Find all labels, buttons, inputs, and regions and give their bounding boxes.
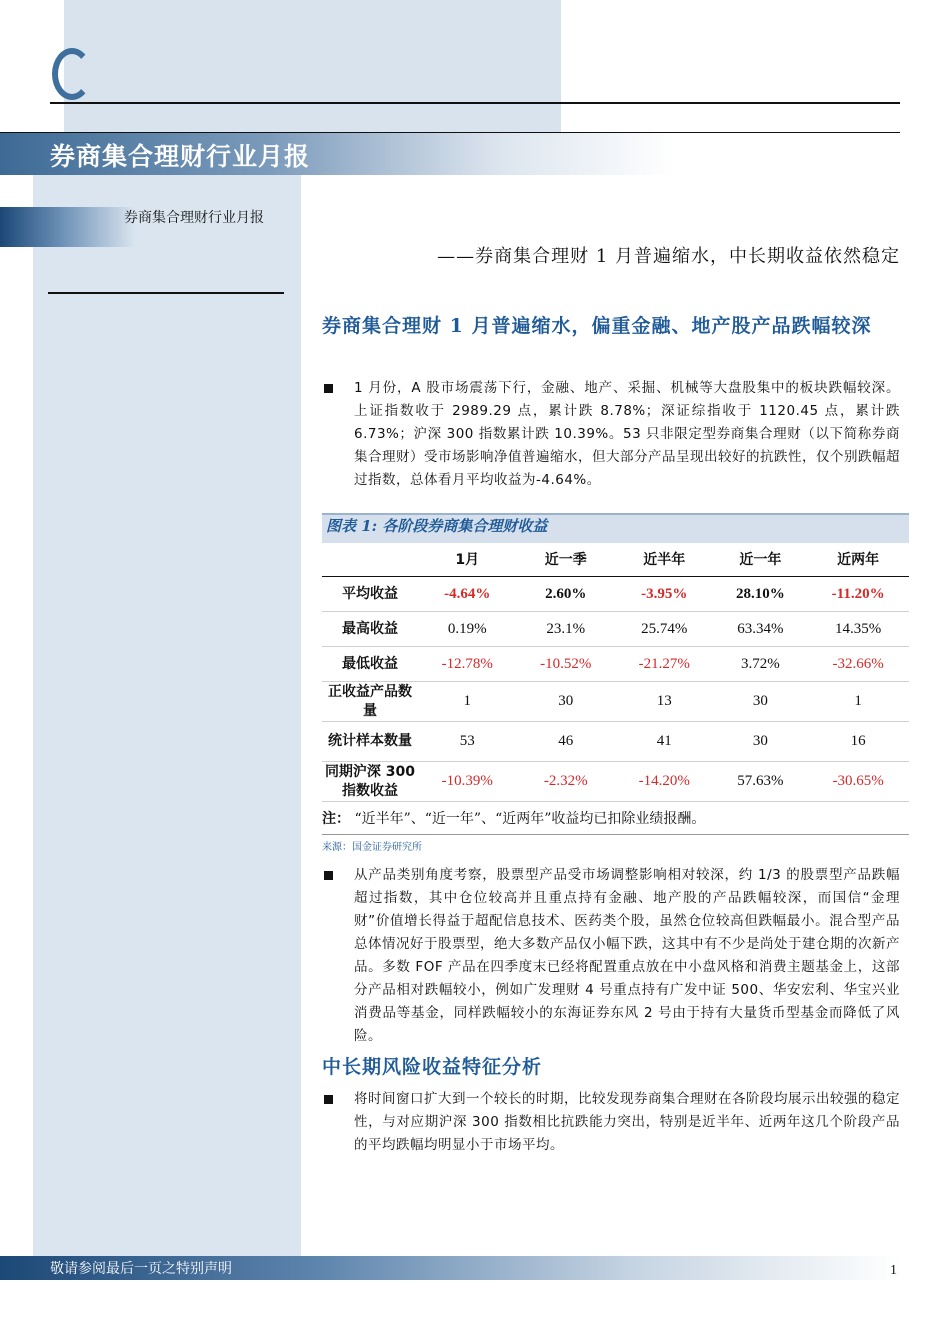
- table-cell: 2.60%: [517, 577, 616, 612]
- row-label: 统计样本数量: [322, 722, 418, 762]
- table-cell: 28.10%: [714, 577, 808, 612]
- table-header-cell: [322, 541, 418, 577]
- sidebar-title: 券商集合理财行业月报: [124, 210, 264, 226]
- table-cell: 30: [714, 682, 808, 722]
- table-cell: -10.52%: [517, 647, 616, 682]
- table-note: [322, 808, 705, 828]
- table-cell: -10.39%: [418, 762, 517, 802]
- bullet-icon: [324, 384, 333, 393]
- table-cell: 1: [807, 682, 909, 722]
- sidebar-rule: [48, 292, 284, 294]
- header-rule: [50, 102, 900, 104]
- table-cell: -3.95%: [615, 577, 714, 612]
- returns-table: [322, 541, 909, 802]
- table-header-row: [322, 541, 909, 577]
- table-row: [322, 682, 909, 722]
- bullet-paragraph: [354, 864, 900, 1048]
- sidebar: [33, 175, 301, 1257]
- table-cell: 3.72%: [714, 647, 808, 682]
- table-cell: 0.19%: [418, 612, 517, 647]
- paragraph-text: 将时间窗口扩大到一个较长的时期，比较发现券商集合理财在各阶段均展示出较强的稳定性，与对应期沪深 300 指数相比抗跌能力突出，特别是近半年、近两年这几个阶段产品的平均跌幅均明显小于市场平均。: [354, 1091, 900, 1153]
- paragraph-text: 从产品类别角度考察，股票型产品受市场调整影响相对较深，约 1/3 的股票型产品跌幅超过指数，其中仓位较高并且重点持有金融、地产股的产品跌幅较深，而国信“金理财”价值增长得益于超配信息技术、医药类个股，虽然仓位较高但跌幅最小。混合型产品总体情况好于股票型，绝大多数产品仅小幅下跌，这其中有不少是尚处于建仓期的次新产品。多数 FOF 产品在四季度末已经将配置重点放在中小盘风格和消费主题基金上，这部分产品相对跌幅较小，例如广发理财 4 号重点持有广发中证 500、华安宏利、华宝兴业消费品等基金，同样跌幅较小的东海证券东风 2 号由于持有大量货币型基金而降低了风险。: [354, 867, 900, 1044]
- table-cell: 57.63%: [714, 762, 808, 802]
- table-row: [322, 647, 909, 682]
- row-label: 同期沪深 300 指数收益: [322, 762, 418, 802]
- paragraph-text: 1 月份，A 股市场震荡下行，金融、地产、采掘、机械等大盘股集中的板块跌幅较深。上证指数收于 2989.29 点，累计跌 8.78%；深证综指收于 1120.45 点，累计跌 6.73%；沪深 300 指数累计跌 10.39%。53 只非限定型券商集合理财（以下简称券商集合理财）受市场影响净值普遍缩水，但大部分产品呈现出较好的抗跌性，仅个别跌幅超过指数，总体看月平均收益为-4.64%。: [354, 380, 900, 488]
- table-cell: -11.20%: [807, 577, 909, 612]
- table-cell: 13: [615, 682, 714, 722]
- section-heading: 中长期风险收益特征分析: [322, 1056, 543, 1078]
- bullet-icon: [324, 1095, 333, 1104]
- source-text: 来源：国金证券研究所: [322, 842, 422, 853]
- table-cell: 14.35%: [807, 612, 909, 647]
- row-label: 正收益产品数量: [322, 682, 418, 722]
- table-header-cell: 近一季: [517, 541, 616, 577]
- table-cell: 63.34%: [714, 612, 808, 647]
- table-row: [322, 762, 909, 802]
- table-cell: -32.66%: [807, 647, 909, 682]
- table-cell: -12.78%: [418, 647, 517, 682]
- note-rule: [322, 834, 909, 835]
- bullet-paragraph: [354, 1088, 900, 1157]
- row-label: 平均收益: [322, 577, 418, 612]
- bullet-paragraph: [354, 377, 900, 492]
- table-cell: -14.20%: [615, 762, 714, 802]
- table-cell: -30.65%: [807, 762, 909, 802]
- table-header-cell: 1月: [418, 541, 517, 577]
- table-cell: 30: [714, 722, 808, 762]
- footer-disclaimer: 敬请参阅最后一页之特别声明: [50, 1261, 232, 1277]
- row-label: 最高收益: [322, 612, 418, 647]
- table-row: [322, 612, 909, 647]
- page-number: 1: [890, 1263, 897, 1278]
- table-cell: 16: [807, 722, 909, 762]
- table-cell: 1: [418, 682, 517, 722]
- report-subtitle: ——券商集合理财 1 月普遍缩水，中长期收益依然稳定: [437, 246, 900, 267]
- report-title: 券商集合理财行业月报: [50, 142, 311, 171]
- table-cell: 53: [418, 722, 517, 762]
- note-label: 注：: [322, 811, 350, 827]
- table-header-cell: 近半年: [615, 541, 714, 577]
- table-row: [322, 722, 909, 762]
- table-header-cell: 近一年: [714, 541, 808, 577]
- table-cell: 46: [517, 722, 616, 762]
- figure-title: 图表 1: 各阶段券商集合理财收益: [326, 517, 548, 535]
- table-cell: 23.1%: [517, 612, 616, 647]
- table-cell: 41: [615, 722, 714, 762]
- table-cell: -21.27%: [615, 647, 714, 682]
- table-header-cell: 近两年: [807, 541, 909, 577]
- section-heading: 券商集合理财 1 月普遍缩水，偏重金融、地产股产品跌幅较深: [322, 315, 872, 337]
- table-cell: 25.74%: [615, 612, 714, 647]
- row-label: 最低收益: [322, 647, 418, 682]
- table-row: [322, 577, 909, 612]
- bullet-icon: [324, 871, 333, 880]
- table-cell: -4.64%: [418, 577, 517, 612]
- note-text: “近半年”、“近一年”、“近两年”收益均已扣除业绩报酬。: [354, 811, 706, 827]
- logo-icon: [52, 48, 92, 100]
- table-cell: -2.32%: [517, 762, 616, 802]
- table-cell: 30: [517, 682, 616, 722]
- header-block: [64, 0, 561, 132]
